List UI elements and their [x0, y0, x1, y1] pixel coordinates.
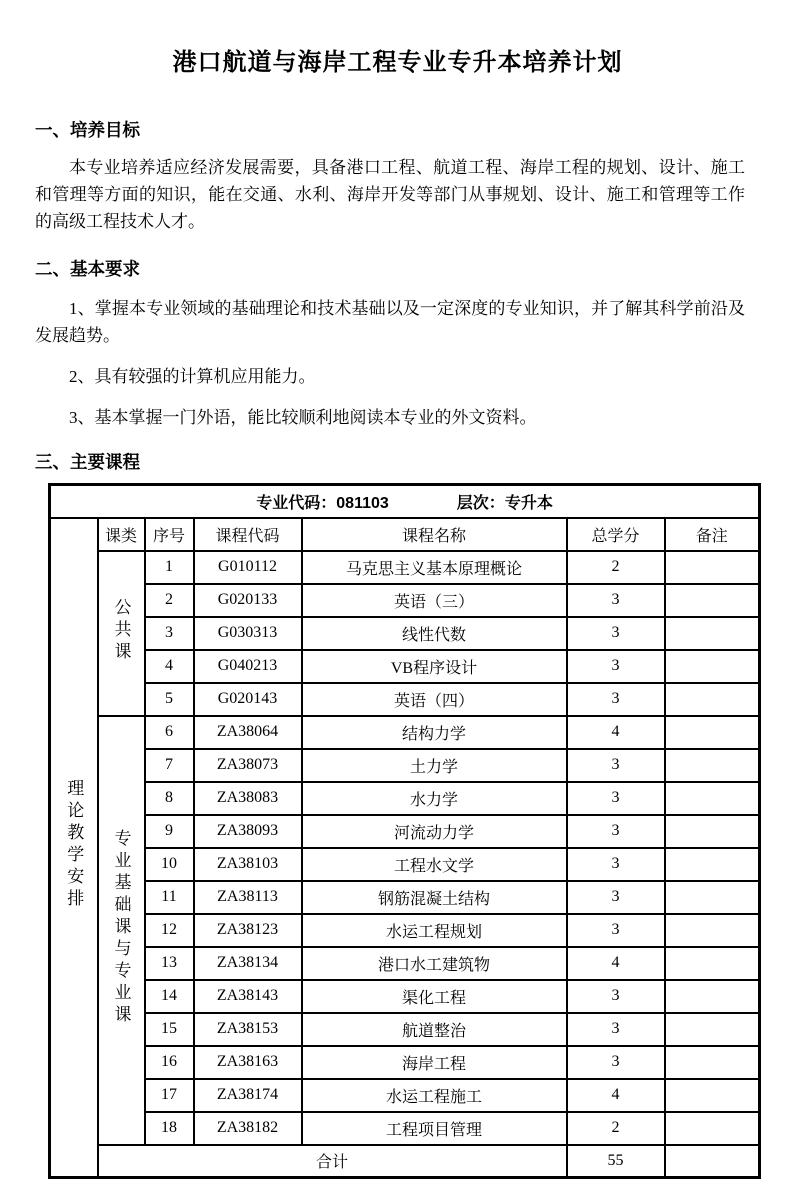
- table-row: [50, 650, 760, 683]
- name-cell: 水运工程规划: [302, 914, 567, 947]
- table-row: [50, 1079, 760, 1112]
- table-row: [50, 683, 760, 716]
- table-row: [50, 815, 760, 848]
- remark-cell: [665, 947, 760, 980]
- remark-cell: [665, 914, 760, 947]
- seq-cell: 11: [145, 881, 194, 914]
- credits-cell: 3: [567, 782, 665, 815]
- code-cell: G020133: [194, 584, 302, 617]
- seq-cell: 12: [145, 914, 194, 947]
- remark-cell: [665, 881, 760, 914]
- major-code-label: 专业代码：: [256, 494, 337, 512]
- table-row: [50, 914, 760, 947]
- seq-cell: 5: [145, 683, 194, 716]
- name-cell: 线性代数: [302, 617, 567, 650]
- code-cell: ZA38103: [194, 848, 302, 881]
- credits-cell: 4: [567, 1079, 665, 1112]
- name-cell: 英语（三）: [302, 584, 567, 617]
- remark-cell: [665, 1112, 760, 1145]
- code-cell: G040213: [194, 650, 302, 683]
- credits-cell: 3: [567, 650, 665, 683]
- section-heading-requirements: 二、基本要求: [35, 259, 140, 279]
- name-cell: 英语（四）: [302, 683, 567, 716]
- seq-cell: 6: [145, 716, 194, 749]
- credits-cell: 2: [567, 1112, 665, 1145]
- name-cell: 马克思主义基本原理概论: [302, 551, 567, 584]
- seq-cell: 4: [145, 650, 194, 683]
- remark-cell: [665, 617, 760, 650]
- code-cell: ZA38134: [194, 947, 302, 980]
- seq-cell: 14: [145, 980, 194, 1013]
- credits-cell: 3: [567, 617, 665, 650]
- code-cell: ZA38163: [194, 1046, 302, 1079]
- seq-cell: 16: [145, 1046, 194, 1079]
- code-cell: ZA38143: [194, 980, 302, 1013]
- name-cell: 工程水文学: [302, 848, 567, 881]
- remark-cell: [665, 1013, 760, 1046]
- name-cell: 结构力学: [302, 716, 567, 749]
- seq-cell: 17: [145, 1079, 194, 1112]
- code-cell: ZA38064: [194, 716, 302, 749]
- remark-cell: [665, 584, 760, 617]
- remark-cell: [665, 1079, 760, 1112]
- level-label: 层次：: [456, 494, 505, 512]
- name-cell: 渠化工程: [302, 980, 567, 1013]
- credits-cell: 3: [567, 815, 665, 848]
- requirement-item-2: 2、具有较强的计算机应用能力。: [69, 367, 316, 386]
- seq-cell: 7: [145, 749, 194, 782]
- seq-cell: 3: [145, 617, 194, 650]
- code-cell: ZA38113: [194, 881, 302, 914]
- section-heading-courses: 三、主要课程: [35, 452, 140, 472]
- course-table: [48, 483, 761, 1179]
- requirement-item-3: 3、基本掌握一门外语，能比较顺利地阅读本专业的外文资料。: [69, 408, 537, 427]
- remark-cell: [665, 683, 760, 716]
- credits-cell: 3: [567, 980, 665, 1013]
- remark-cell: [665, 1046, 760, 1079]
- name-cell: 土力学: [302, 749, 567, 782]
- remark-cell: [665, 749, 760, 782]
- code-cell: G010112: [194, 551, 302, 584]
- group-label-major: 专业基础课与专业课: [111, 828, 131, 1027]
- seq-cell: 2: [145, 584, 194, 617]
- table-row: [50, 617, 760, 650]
- seq-cell: 18: [145, 1112, 194, 1145]
- requirement-item-1: 1、掌握本专业领域的基础理论和技术基础以及一定深度的专业知识，并了解其科学前沿及发展趋势。: [35, 299, 745, 345]
- code-cell: ZA38182: [194, 1112, 302, 1145]
- table-row: [50, 1046, 760, 1079]
- name-cell: 钢筋混凝土结构: [302, 881, 567, 914]
- table-row: [50, 584, 760, 617]
- code-cell: G020143: [194, 683, 302, 716]
- table-row: [50, 551, 760, 584]
- table-row: [50, 947, 760, 980]
- seq-cell: 1: [145, 551, 194, 584]
- table-row: [50, 1013, 760, 1046]
- remark-cell: [665, 551, 760, 584]
- code-cell: ZA38073: [194, 749, 302, 782]
- table-row: [50, 980, 760, 1013]
- name-cell: 水力学: [302, 782, 567, 815]
- header-course-name: 课程名称: [302, 518, 567, 551]
- credits-cell: 3: [567, 914, 665, 947]
- seq-cell: 13: [145, 947, 194, 980]
- credits-cell: 4: [567, 716, 665, 749]
- code-cell: ZA38123: [194, 914, 302, 947]
- header-total-credits: 总学分: [567, 518, 665, 551]
- seq-cell: 9: [145, 815, 194, 848]
- group-cell-public: [98, 551, 145, 716]
- seq-cell: 10: [145, 848, 194, 881]
- total-label-cell: 合计: [98, 1145, 567, 1178]
- remark-cell: [665, 848, 760, 881]
- document-title: 港口航道与海岸工程专业专升本培养计划: [172, 49, 623, 76]
- credits-cell: 3: [567, 584, 665, 617]
- remark-cell: [665, 980, 760, 1013]
- name-cell: 工程项目管理: [302, 1112, 567, 1145]
- table-row: [50, 848, 760, 881]
- name-cell: 港口水工建筑物: [302, 947, 567, 980]
- table-row: [50, 881, 760, 914]
- table-row: [50, 716, 760, 749]
- side-label: 理论教学安排: [64, 778, 84, 911]
- total-remark-cell: [665, 1145, 760, 1178]
- name-cell: VB程序设计: [302, 650, 567, 683]
- name-cell: 航道整治: [302, 1013, 567, 1046]
- name-cell: 海岸工程: [302, 1046, 567, 1079]
- objectives-paragraph: 本专业培养适应经济发展需要，具备港口工程、航道工程、海岸工程的规划、设计、施工和管理等方面的知识，能在交通、水利、海岸开发等部门从事规划、设计、施工和管理等工作的高级工程技术人才。: [35, 158, 745, 231]
- table-row: [50, 1112, 760, 1145]
- code-cell: G030313: [194, 617, 302, 650]
- credits-cell: 2: [567, 551, 665, 584]
- table-header-row: [50, 518, 760, 551]
- table-row: [50, 749, 760, 782]
- code-cell: ZA38083: [194, 782, 302, 815]
- section-heading-objectives: 一、培养目标: [35, 120, 140, 140]
- credits-cell: 3: [567, 683, 665, 716]
- header-remark: 备注: [665, 518, 760, 551]
- table-meta-row: [50, 485, 760, 518]
- credits-cell: 3: [567, 1013, 665, 1046]
- group-cell-major: [98, 716, 145, 1145]
- major-code-value: 081103: [336, 494, 389, 512]
- header-category: 课类: [98, 518, 145, 551]
- table-total-row: [50, 1145, 760, 1178]
- name-cell: 河流动力学: [302, 815, 567, 848]
- remark-cell: [665, 650, 760, 683]
- credits-cell: 3: [567, 1046, 665, 1079]
- remark-cell: [665, 782, 760, 815]
- total-credits-cell: 55: [567, 1145, 665, 1178]
- group-label-public: 公共课: [111, 597, 131, 664]
- credits-cell: 3: [567, 881, 665, 914]
- header-course-code: 课程代码: [194, 518, 302, 551]
- seq-cell: 15: [145, 1013, 194, 1046]
- credits-cell: 3: [567, 749, 665, 782]
- side-label-cell: [50, 518, 98, 1178]
- credits-cell: 4: [567, 947, 665, 980]
- header-seq: 序号: [145, 518, 194, 551]
- level-value: 专升本: [504, 494, 553, 512]
- name-cell: 水运工程施工: [302, 1079, 567, 1112]
- code-cell: ZA38093: [194, 815, 302, 848]
- meta-cell: [50, 485, 760, 518]
- seq-cell: 8: [145, 782, 194, 815]
- table-row: [50, 782, 760, 815]
- code-cell: ZA38174: [194, 1079, 302, 1112]
- code-cell: ZA38153: [194, 1013, 302, 1046]
- credits-cell: 3: [567, 848, 665, 881]
- remark-cell: [665, 716, 760, 749]
- remark-cell: [665, 815, 760, 848]
